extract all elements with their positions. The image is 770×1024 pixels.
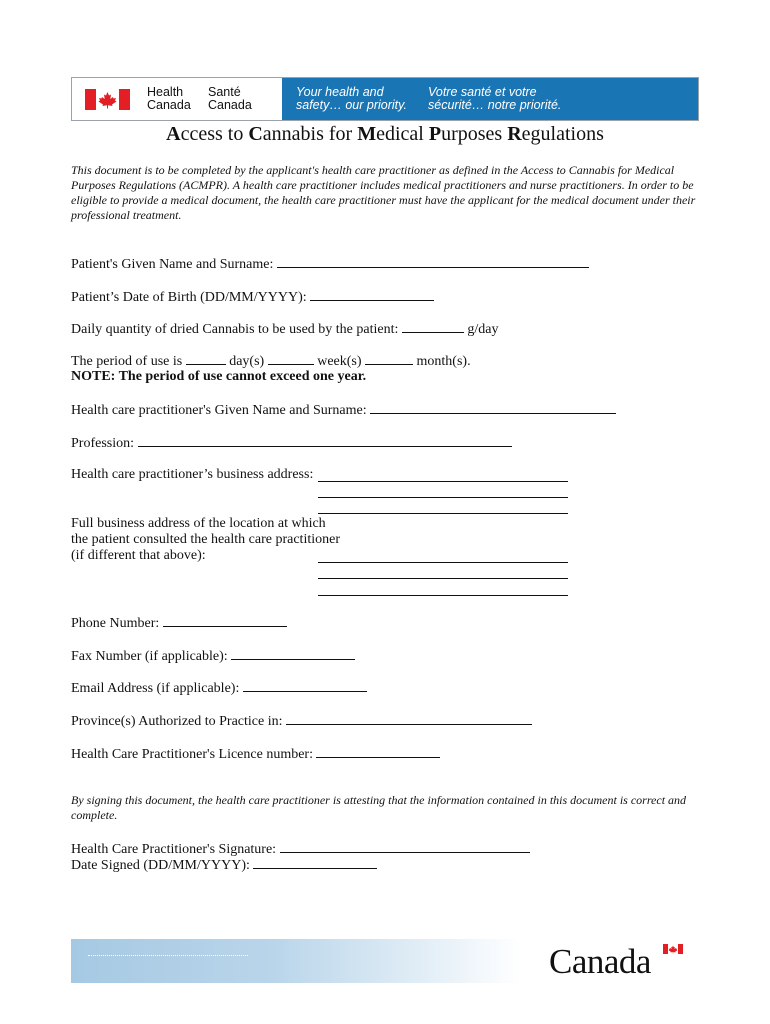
slogan-fr-line2: sécurité… notre priorité. (428, 98, 562, 112)
slogan-en-line1: Your health and (296, 85, 384, 99)
profession-label: Profession: (71, 436, 134, 451)
patient-dob-label: Patient’s Date of Birth (DD/MM/YYYY): (71, 290, 307, 305)
slogan-en (296, 86, 407, 112)
licence-label: Health Care Practitioner's Licence number: (71, 747, 313, 762)
dept-name-fr (208, 86, 252, 112)
intro-paragraph: This document is to be completed by the applicant's health care practitioner as defined in the Access to Cannabis for Medical Purposes Regulations (ACMPR). A health care practitioner includes medical practitioners and nurse practitioners. In order to be eligible to provide a medical document, the health care practitioner must have the applicant for the medical document under their professional treatment. (71, 163, 696, 222)
daily-quantity-unit: g/day (467, 322, 499, 337)
period-note: NOTE: The period of use cannot exceed one year. (71, 369, 367, 384)
fax-field[interactable] (231, 647, 355, 660)
slogan-en-line2: safety… our priority. (296, 98, 407, 112)
licence-field[interactable] (316, 745, 440, 758)
date-signed-label: Date Signed (DD/MM/YYYY): (71, 858, 250, 873)
patient-name-field[interactable] (277, 255, 589, 268)
title-part-2: annabis for (262, 123, 358, 145)
daily-quantity-label: Daily quantity of dried Cannabis to be used by the patient: (71, 322, 399, 337)
period-prefix: The period of use is (71, 354, 183, 369)
title-initial-m: M (357, 123, 377, 145)
title-part-1: ccess to (180, 123, 249, 145)
phone-label: Phone Number: (71, 616, 160, 631)
dept-en-line1: Health (147, 85, 184, 99)
profession-row (71, 434, 512, 452)
practitioner-name-label: Health care practitioner's Given Name and Surname: (71, 403, 367, 418)
practitioner-name-field[interactable] (370, 401, 616, 414)
signature-field[interactable] (280, 840, 530, 853)
consult-address-line1: Full business address of the location at which (71, 516, 326, 531)
title-initial-c: C (248, 123, 263, 145)
department-signature (72, 78, 282, 120)
practitioner-name-row (71, 401, 616, 419)
title-initial-a: A (166, 123, 181, 145)
period-weeks-label: week(s) (317, 354, 362, 369)
phone-row (71, 614, 287, 632)
header-banner (71, 77, 699, 121)
fax-label: Fax Number (if applicable): (71, 649, 228, 664)
period-days-label: day(s) (229, 354, 265, 369)
dept-fr-line2: Canada (208, 98, 252, 112)
dept-fr-line1: Santé (208, 85, 241, 99)
title-part-3: edical (376, 123, 429, 145)
provinces-row (71, 712, 532, 730)
patient-dob-row (71, 288, 434, 306)
period-months-field[interactable] (365, 352, 413, 365)
patient-dob-field[interactable] (310, 288, 434, 301)
slogan-band (282, 78, 698, 120)
patient-name-label: Patient's Given Name and Surname: (71, 257, 274, 272)
patient-name-row (71, 255, 589, 273)
licence-row (71, 745, 440, 763)
provinces-field[interactable] (286, 712, 532, 725)
title-initial-p: P (428, 123, 442, 145)
business-address-field-1[interactable] (318, 481, 568, 482)
footer-band (71, 939, 521, 983)
email-label: Email Address (if applicable): (71, 681, 240, 696)
canada-wordmark: Canada (549, 942, 651, 981)
phone-field[interactable] (163, 614, 287, 627)
profession-field[interactable] (138, 434, 512, 447)
business-address-field-2[interactable] (318, 497, 568, 498)
page-title (0, 122, 770, 146)
title-part-4: urposes (441, 123, 508, 145)
canada-flag-icon (85, 89, 130, 110)
provinces-label: Province(s) Authorized to Practice in: (71, 714, 283, 729)
consult-address-field-1[interactable] (318, 562, 568, 563)
email-row (71, 679, 367, 697)
certification-statement: By signing this document, the health care practitioner is attesting that the information contained in this document is correct and complete. (71, 793, 687, 822)
daily-quantity-row (71, 320, 498, 338)
footer-dotted-line (88, 955, 248, 956)
consult-address-field-2[interactable] (318, 578, 568, 579)
business-address-label: Health care practitioner’s business address: (71, 467, 314, 482)
fax-row (71, 647, 355, 665)
signature-label: Health Care Practitioner's Signature: (71, 842, 277, 857)
date-signed-field[interactable] (253, 856, 377, 869)
period-months-label: month(s). (416, 354, 471, 369)
title-part-5: egulations (521, 123, 604, 145)
daily-quantity-field[interactable] (402, 320, 464, 333)
title-initial-r: R (507, 123, 522, 145)
business-address-row (71, 467, 313, 483)
date-signed-row (71, 856, 377, 874)
consult-address-line2: the patient consulted the health care practitioner (71, 532, 340, 547)
wordmark-flag-icon (663, 944, 683, 954)
period-days-field[interactable] (186, 352, 226, 365)
period-row (71, 352, 471, 370)
slogan-fr-line1: Votre santé et votre (428, 85, 537, 99)
slogan-fr (428, 86, 561, 112)
dept-name-en (147, 86, 191, 112)
consult-address-line3: (if different that above): (71, 548, 206, 563)
consult-address-field-3[interactable] (318, 595, 568, 596)
business-address-field-3[interactable] (318, 513, 568, 514)
dept-en-line2: Canada (147, 98, 191, 112)
period-weeks-field[interactable] (268, 352, 314, 365)
email-field[interactable] (243, 679, 367, 692)
